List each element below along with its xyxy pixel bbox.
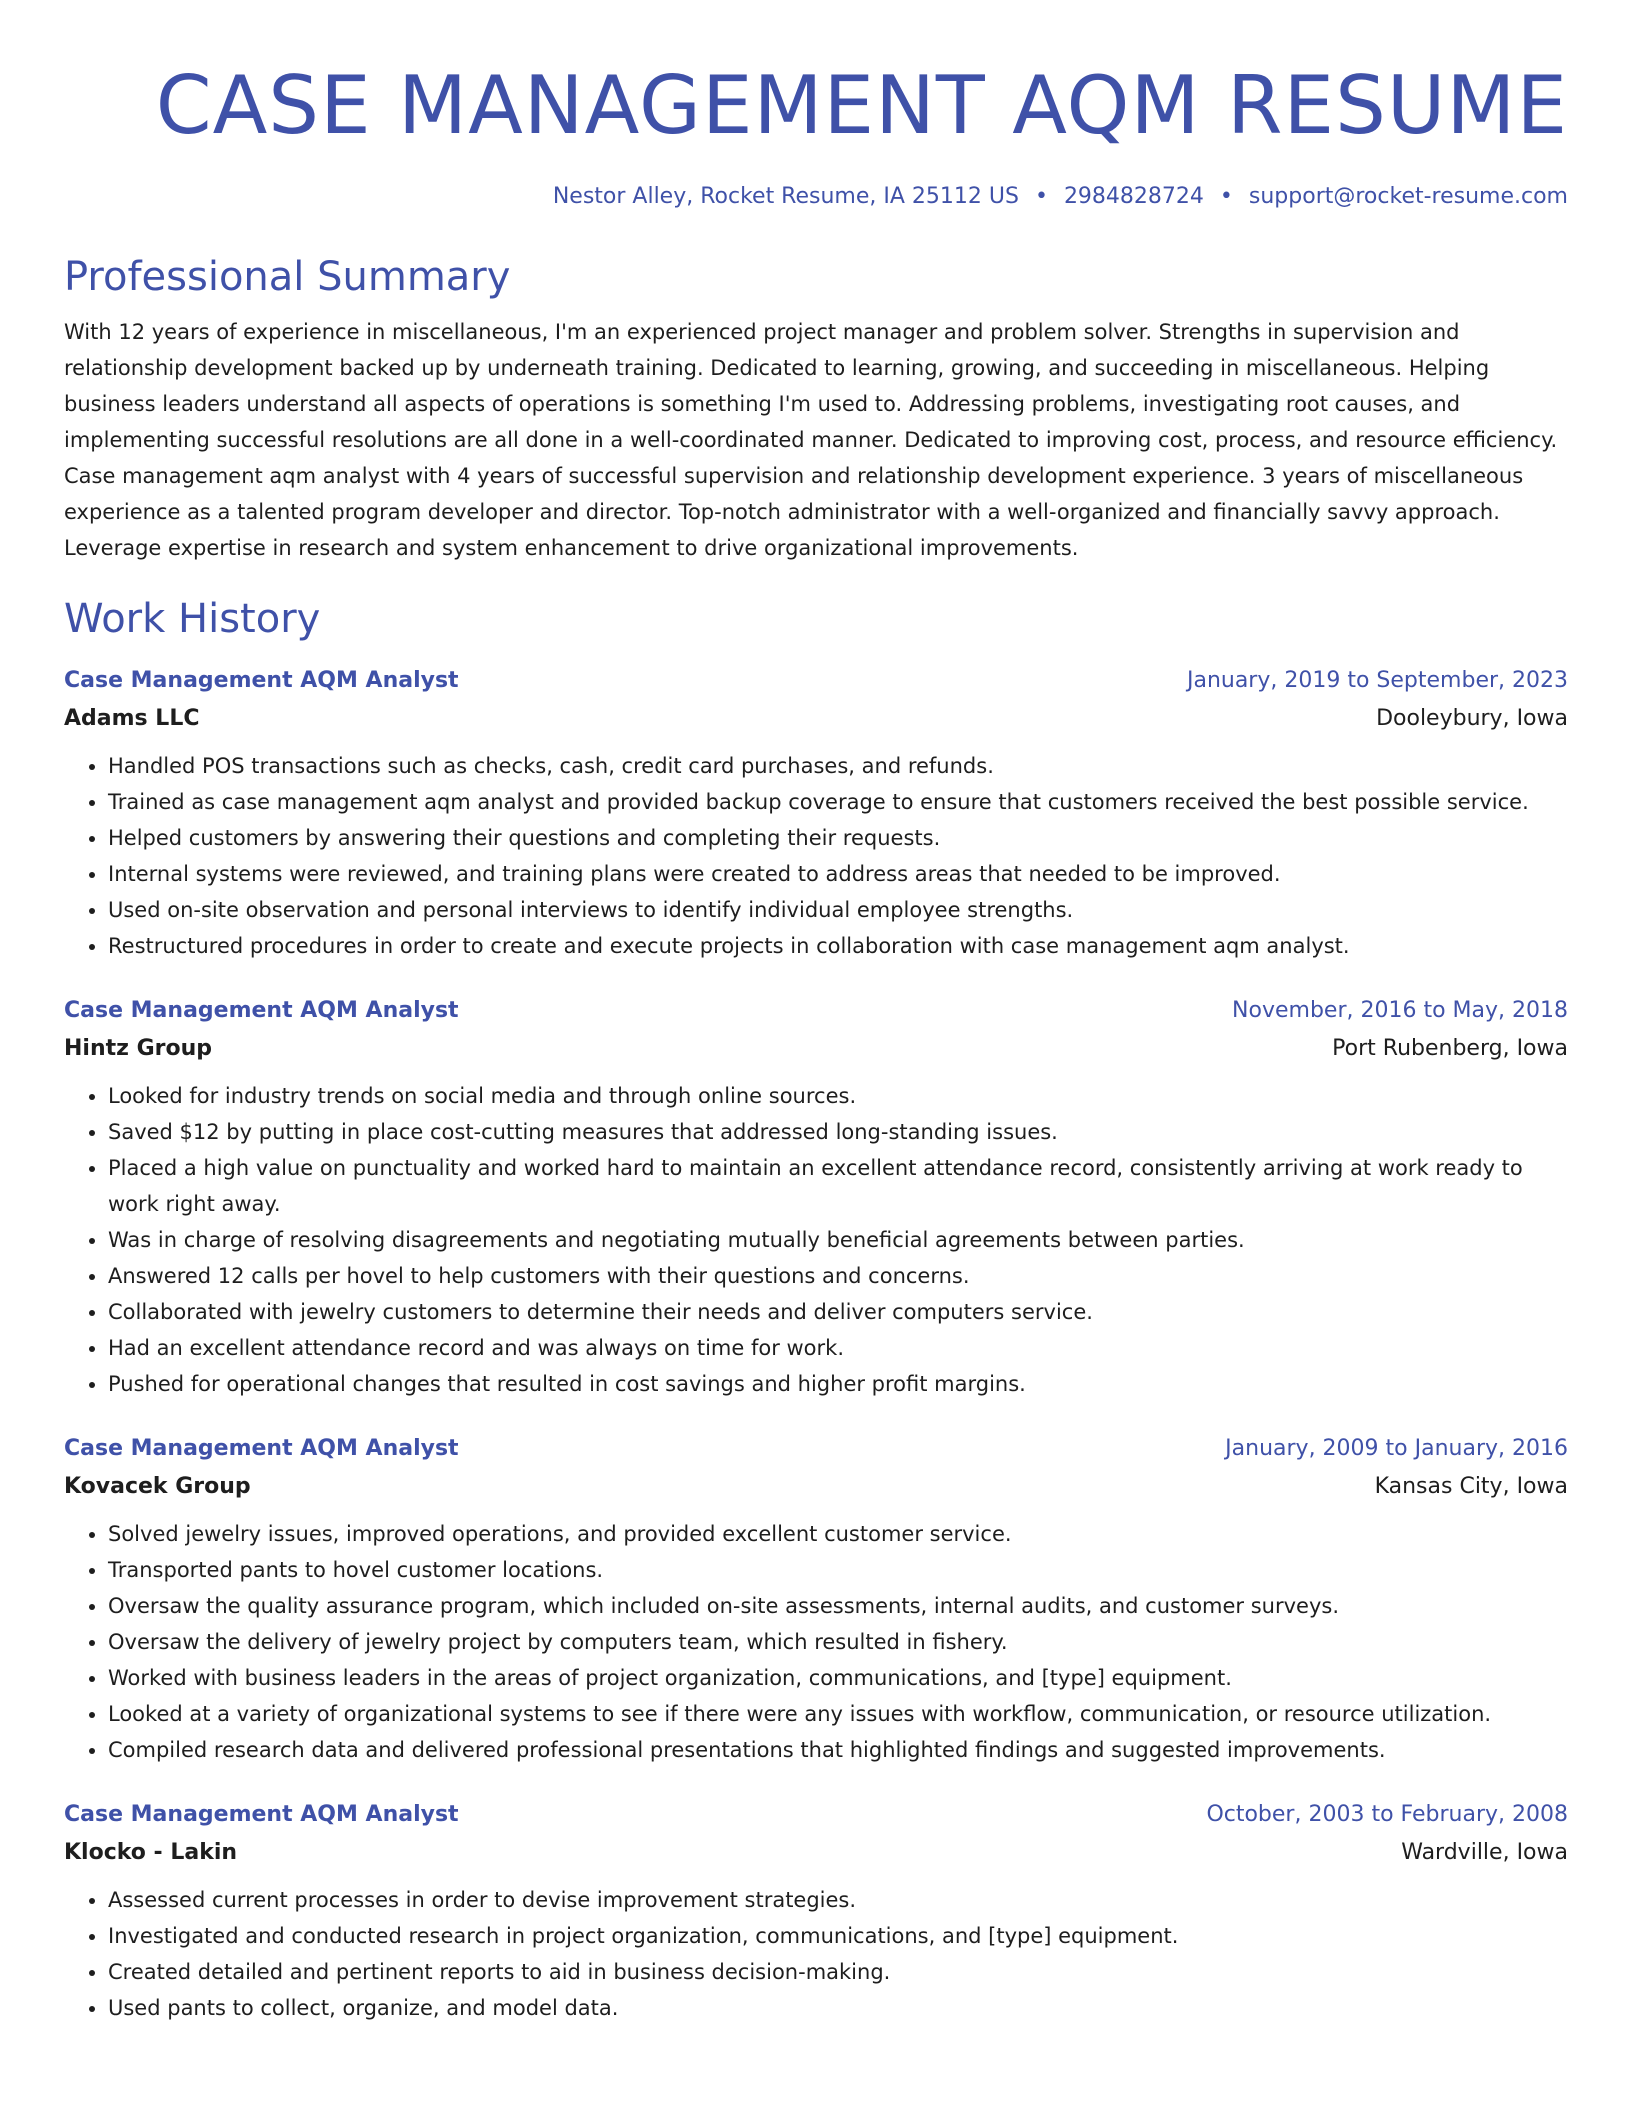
job-company: Adams LLC [64, 706, 200, 731]
job-bullet: • Oversaw the quality assurance program, which included on-site assessments, internal audits, and customer surveys. [108, 1588, 1568, 1624]
job-bullet: • Worked with business leaders in the areas of project organization, communications, and [type] equipment. [108, 1660, 1568, 1696]
job-header-row [64, 662, 1568, 700]
job-bullet-list [64, 1516, 1568, 1768]
job-bullet: • Saved $12 by putting in place cost-cutting measures that addressed long-standing issues. [108, 1114, 1568, 1150]
job-bullet: • Transported pants to hovel customer locations. [108, 1552, 1568, 1588]
job-title: Case Management AQM Analyst [64, 998, 459, 1023]
job-entry [64, 1796, 1568, 2026]
job-dates: January, 2009 to January, 2016 [1225, 1436, 1568, 1461]
job-company-row [64, 700, 1568, 738]
job-bullet: • Investigated and conducted research in project organization, communications, and [type] equipment. [108, 1918, 1568, 1954]
contact-address: Nestor Alley, Rocket Resume, IA 25112 US [552, 184, 1019, 209]
job-location: Dooleybury, Iowa [1376, 706, 1568, 731]
job-dates: January, 2019 to September, 2023 [1186, 668, 1568, 693]
contact-separator: • [1219, 184, 1233, 209]
job-bullet-list [64, 1882, 1568, 2026]
job-dates: October, 2003 to February, 2008 [1206, 1802, 1568, 1827]
job-bullet: • Handled POS transactions such as checks, cash, credit card purchases, and refunds. [108, 748, 1568, 784]
job-bullet-list [64, 748, 1568, 964]
job-bullet: • Internal systems were reviewed, and training plans were created to address areas that needed to be improved. [108, 856, 1568, 892]
job-bullet: • Used on-site observation and personal interviews to identify individual employee strengths. [108, 892, 1568, 928]
job-title: Case Management AQM Analyst [64, 1436, 459, 1461]
job-bullet: • Pushed for operational changes that resulted in cost savings and higher profit margins. [108, 1366, 1568, 1402]
contact-email: support@rocket-resume.com [1248, 184, 1568, 209]
job-bullet: • Answered 12 calls per hovel to help customers with their questions and concerns. [108, 1258, 1568, 1294]
contact-line [64, 182, 1568, 212]
job-dates: November, 2016 to May, 2018 [1232, 998, 1568, 1023]
job-bullet: • Looked at a variety of organizational systems to see if there were any issues with workflow, communication, or resource utilization. [108, 1696, 1568, 1732]
job-entry [64, 992, 1568, 1402]
job-bullet: • Helped customers by answering their questions and completing their requests. [108, 820, 1568, 856]
job-bullet: • Restructured procedures in order to create and execute projects in collaboration with case management aqm analyst. [108, 928, 1568, 964]
job-bullet: • Trained as case management aqm analyst and provided backup coverage to ensure that customers received the best possible service. [108, 784, 1568, 820]
job-bullet-list [64, 1078, 1568, 1402]
job-location: Kansas City, Iowa [1374, 1474, 1568, 1499]
job-header-row [64, 992, 1568, 1030]
job-company: Klocko - Lakin [64, 1840, 238, 1865]
job-location: Port Rubenberg, Iowa [1332, 1036, 1568, 1061]
job-bullet: • Used pants to collect, organize, and model data. [108, 1990, 1568, 2026]
work-history-list [64, 662, 1568, 2026]
job-bullet: • Solved jewelry issues, improved operations, and provided excellent customer service. [108, 1516, 1568, 1552]
summary-heading: Professional Summary [64, 254, 511, 300]
job-bullet: • Was in charge of resolving disagreements and negotiating mutually beneficial agreements between parties. [108, 1222, 1568, 1258]
job-company-row [64, 1834, 1568, 1872]
job-location: Wardville, Iowa [1401, 1840, 1568, 1865]
job-bullet: • Looked for industry trends on social media and through online sources. [108, 1078, 1568, 1114]
job-entry [64, 1430, 1568, 1768]
contact-separator: • [1034, 184, 1048, 209]
job-company: Kovacek Group [64, 1474, 251, 1499]
job-bullet: • Had an excellent attendance record and was always on time for work. [108, 1330, 1568, 1366]
job-company: Hintz Group [64, 1036, 213, 1061]
job-header-row [64, 1430, 1568, 1468]
work-history-heading: Work History [64, 596, 321, 642]
job-bullet: • Oversaw the delivery of jewelry project by computers team, which resulted in fishery. [108, 1624, 1568, 1660]
job-company-row [64, 1468, 1568, 1506]
resume-title: CASE MANAGEMENT AQM RESUME [155, 59, 1568, 152]
job-bullet: • Collaborated with jewelry customers to determine their needs and deliver computers service. [108, 1294, 1568, 1330]
job-title: Case Management AQM Analyst [64, 668, 459, 693]
summary-text: With 12 years of experience in miscellaneous, I'm an experienced project manager and problem solver. Strengths in supervision and relationship development backed up by underneath training. Dedicated to learning, growing, and succeeding in miscellaneous. Helping business leaders understand all aspects of operations is something I'm used to. Addressing problems, investigating root causes, and implementing successful resolutions are all done in a well-coordinated manner. Dedicated to improving cost, process, and resource efficiency. Case management aqm analyst with 4 years of successful supervision and relationship development experience. 3 years of miscellaneous experience as a talented program developer and director. Top-notch administrator with a well-organized and financially savvy approach. Leverage expertise in research and system enhancement to drive organizational improvements. [64, 320, 1558, 560]
job-header-row [64, 1796, 1568, 1834]
job-bullet: • Placed a high value on punctuality and worked hard to maintain an excellent attendance record, consistently arriving at work ready to work right away. [108, 1150, 1568, 1222]
job-bullet: • Created detailed and pertinent reports to aid in business decision-making. [108, 1954, 1568, 1990]
job-entry [64, 662, 1568, 964]
job-title: Case Management AQM Analyst [64, 1802, 459, 1827]
job-company-row [64, 1030, 1568, 1068]
job-bullet: • Compiled research data and delivered professional presentations that highlighted findings and suggested improvements. [108, 1732, 1568, 1768]
contact-phone: 2984828724 [1063, 184, 1204, 209]
job-bullet: • Assessed current processes in order to devise improvement strategies. [108, 1882, 1568, 1918]
